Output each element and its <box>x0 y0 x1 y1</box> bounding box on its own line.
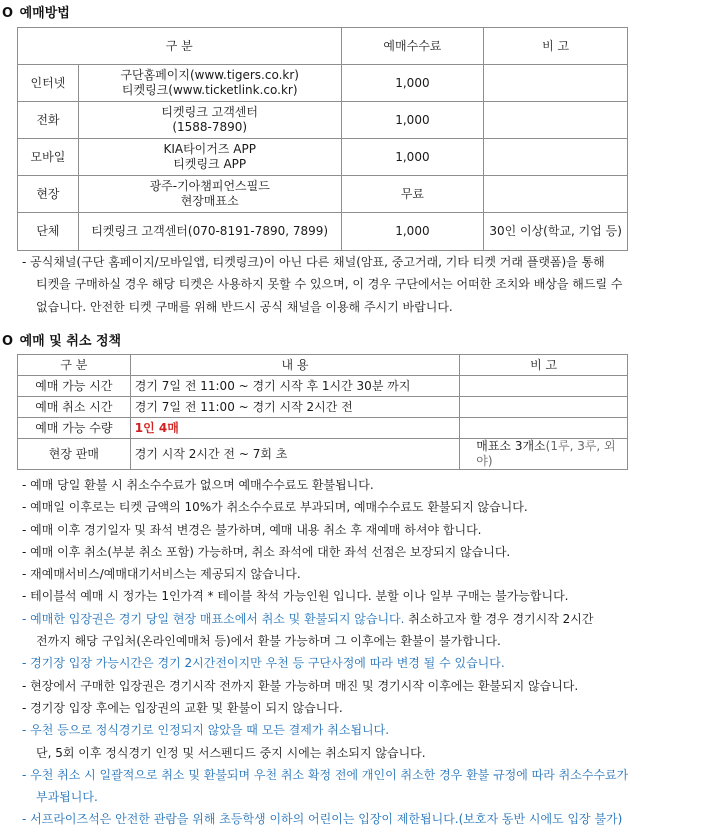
note-line <box>22 608 712 630</box>
note-line: 부과됩니다. <box>36 790 98 805</box>
row-content: 1인 4매 <box>130 418 459 439</box>
section-title-text: 예매 및 취소 정책 <box>19 334 122 349</box>
row-note <box>460 439 628 470</box>
table-row <box>18 376 628 397</box>
note-line: - 경기장 입장 후에는 입장권의 교환 및 환불이 되지 않습니다. <box>22 700 343 715</box>
note-line: - 서프라이즈석은 안전한 관람을 위해 초등학생 이하의 어린이는 입장이 제한됩니다.(보호자 동반 시에도 입장 불가) <box>22 812 623 827</box>
row-description <box>78 65 341 102</box>
row-category: 예매 가능 시간 <box>18 376 131 397</box>
booking-method-table <box>17 27 628 251</box>
row-fee: 1,000 <box>341 139 484 176</box>
note-line: - 예매 당일 환불 시 취소수수료가 없으며 예매수수료도 환불됩니다. <box>22 478 374 492</box>
note-line: - 예매일 이후로는 티켓 금액의 10%가 취소수수료로 부과되며, 예매수수료도 환불되지 않습니다. <box>22 500 528 515</box>
table-row <box>18 139 628 176</box>
table-row <box>18 397 628 418</box>
row-category: 전화 <box>18 102 79 139</box>
row-content: 경기 시작 2시간 전 ~ 7회 초 <box>130 439 459 470</box>
header-fee: 예매수수료 <box>341 28 484 65</box>
header-note: 비 고 <box>460 355 628 376</box>
desc-line: 티켓링크(www.ticketlink.co.kr) <box>121 83 298 97</box>
row-note <box>484 102 628 139</box>
row-category: 단체 <box>18 213 79 251</box>
section-title-policy <box>2 330 121 349</box>
section-title-booking-method <box>2 2 70 21</box>
header-category: 구 분 <box>18 355 131 376</box>
desc-line: 현장매표소 <box>180 194 239 208</box>
note-highlight: - 예매한 입장권은 경기 당일 현장 매표소에서 취소 및 환불되지 않습니다. <box>22 611 405 626</box>
table-row <box>18 439 628 470</box>
note-line: - 공식채널(구단 홈페이지/모바일앱, 티켓링크)이 아닌 다른 채널(암표, 중고거래, 기타 티켓 거래 플랫폼)을 통해 <box>22 255 605 269</box>
row-category: 모바일 <box>18 139 79 176</box>
row-description <box>78 213 341 251</box>
row-content: 경기 7일 전 11:00 ~ 경기 시작 2시간 전 <box>130 397 459 418</box>
row-note <box>460 376 628 397</box>
desc-line: KIA타이거즈 APP <box>163 142 256 156</box>
section-bullet: O <box>2 6 14 21</box>
note-line: 단, 5회 이후 정식경기 인정 및 서스펜디드 중지 시에는 취소되지 않습니다. <box>36 745 426 760</box>
row-description <box>78 139 341 176</box>
row-note <box>484 65 628 102</box>
section-title-text: 예매방법 <box>19 6 70 21</box>
note-tail: 취소하고자 할 경우 경기시작 2시간 <box>404 611 594 626</box>
note-line: - 우천 등으로 정식경기로 인정되지 않았을 때 모든 결제가 취소됩니다. <box>22 723 390 738</box>
desc-line: 티켓링크 APP <box>173 157 247 171</box>
desc-line: 광주-기아챔피언스필드 <box>149 179 270 193</box>
table-row <box>18 213 628 251</box>
row-fee: 1,000 <box>341 65 484 102</box>
row-category: 예매 취소 시간 <box>18 397 131 418</box>
note-line: - 우천 취소 시 일괄적으로 취소 및 환불되며 우천 취소 확정 전에 개인이 취소한 경우 환불 규정에 따라 취소수수료가 <box>22 767 629 782</box>
header-content: 내 용 <box>130 355 459 376</box>
row-category: 현장 판매 <box>18 439 131 470</box>
table-row <box>18 102 628 139</box>
row-note <box>460 397 628 418</box>
header-category: 구 분 <box>18 28 342 65</box>
desc-line: 티켓링크 고객센터(070-8191-7890, 7899) <box>91 224 329 238</box>
desc-line: 티켓링크 고객센터 <box>161 105 258 119</box>
row-category: 현장 <box>18 176 79 213</box>
desc-line: (1588-7890) <box>172 120 248 134</box>
note-line: 전까지 해당 구입처(온라인예매처 등)에서 환불 가능하며 그 이후에는 환불이 불가합니다. <box>36 634 501 649</box>
row-description <box>78 176 341 213</box>
row-note: 30인 이상(학교, 기업 등) <box>484 213 628 251</box>
booking-method-notes <box>22 251 712 318</box>
note-sub: (1루, 3루, 외야) <box>476 439 616 468</box>
row-fee: 1,000 <box>341 213 484 251</box>
row-content: 경기 7일 전 11:00 ~ 경기 시작 후 1시간 30분 까지 <box>130 376 459 397</box>
table-row <box>18 65 628 102</box>
note-main: 매표소 3개소 <box>476 439 546 453</box>
table-row <box>18 418 628 439</box>
note-line: 없습니다. 안전한 티켓 구매를 위해 반드시 공식 채널을 이용해 주시기 바랍니다. <box>36 299 453 314</box>
note-line: - 경기장 입장 가능시간은 경기 2시간전이지만 우천 등 구단사정에 따라 변경 될 수 있습니다. <box>22 656 505 671</box>
row-category: 인터넷 <box>18 65 79 102</box>
row-category: 예매 가능 수량 <box>18 418 131 439</box>
note-line: - 예매 이후 취소(부분 취소 포함) 가능하며, 취소 좌석에 대한 좌석 선점은 보장되지 않습니다. <box>22 544 511 559</box>
row-note <box>460 418 628 439</box>
row-description <box>78 102 341 139</box>
note-line: - 현장에서 구매한 입장권은 경기시작 전까지 환불 가능하며 매진 및 경기시작 이후에는 환불되지 않습니다. <box>22 678 579 693</box>
row-note <box>484 139 628 176</box>
table-row <box>18 176 628 213</box>
policy-table <box>17 354 628 470</box>
desc-line: 구단홈페이지(www.tigers.co.kr) <box>120 68 299 82</box>
header-note: 비 고 <box>484 28 628 65</box>
note-line: - 테이블석 예매 시 정가는 1인가격 * 테이블 착석 가능인원 입니다. 분할 이나 일부 구매는 불가능합니다. <box>22 589 569 604</box>
table-header-row <box>18 355 628 376</box>
note-line: - 재예매서비스/예매대기서비스는 제공되지 않습니다. <box>22 567 301 582</box>
table-header-row <box>18 28 628 65</box>
note-line: 티켓을 구매하실 경우 해당 티켓은 사용하지 못할 수 있으며, 이 경우 구단에서는 어떠한 조치와 배상을 해드릴 수 <box>36 277 623 292</box>
section-bullet: O <box>2 334 14 349</box>
note-line: - 예매 이후 경기일자 및 좌석 변경은 불가하며, 예매 내용 취소 후 재예매 하셔야 합니다. <box>22 522 482 537</box>
policy-notes <box>22 474 712 831</box>
row-note <box>484 176 628 213</box>
row-fee: 1,000 <box>341 102 484 139</box>
row-fee: 무료 <box>341 176 484 213</box>
